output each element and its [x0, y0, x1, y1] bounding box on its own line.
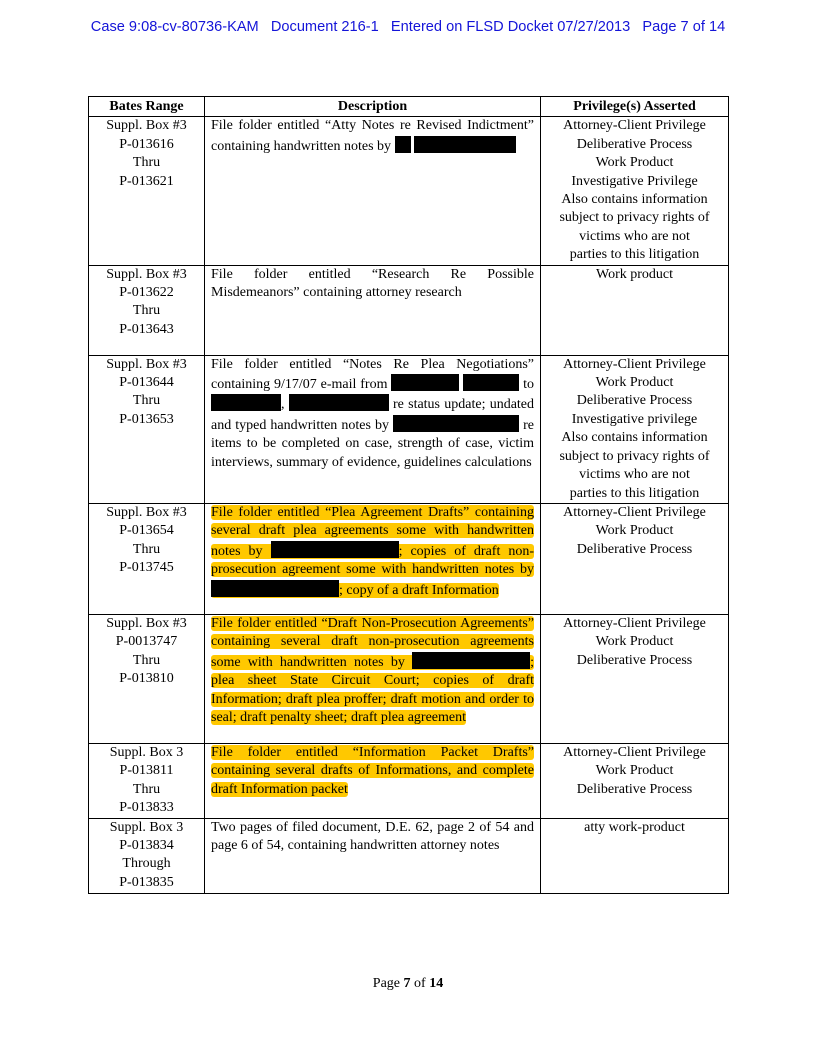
redaction-block	[211, 580, 339, 597]
privilege-line: subject to privacy rights of	[559, 448, 710, 464]
bates-line: Thru	[132, 541, 161, 557]
privilege-cell	[541, 117, 729, 265]
table-row	[89, 743, 729, 818]
bates-line: Thru	[132, 393, 161, 409]
bates-line: Thru	[132, 652, 161, 668]
bates-line: P-013616	[119, 136, 174, 152]
description-cell	[205, 355, 541, 503]
privilege-line: Work Product	[595, 155, 674, 171]
redaction-block	[211, 394, 281, 411]
description-cell	[205, 818, 541, 893]
bates-line: P-013835	[119, 874, 174, 890]
col-header-privilege: Privilege(s) Asserted	[541, 97, 729, 117]
col-header-description: Description	[205, 97, 541, 117]
bates-line: P-013833	[119, 800, 174, 816]
desc-text: re status update; undated and typed handwritten notes by	[211, 397, 535, 433]
desc-text: ; copy of a draft Information	[339, 582, 499, 598]
bates-line: P-013745	[119, 560, 174, 576]
privilege-line: victims who are not	[579, 467, 690, 483]
desc-text: ; plea sheet State Circuit Court; copies of draft Information; draft plea proffer; draft motion and order to seal; draft penalty sheet; draft plea agreement	[211, 654, 534, 725]
desc-text: ; copies of draft non-prosecution agreement some with handwritten notes by	[211, 543, 534, 578]
privilege-line: Attorney-Client Privilege	[563, 356, 706, 372]
privilege-line: Attorney-Client Privilege	[563, 744, 706, 760]
table-row	[89, 818, 729, 893]
privilege-cell	[541, 818, 729, 893]
privilege-line: Work Product	[595, 523, 674, 539]
desc-text: Two pages of filed document, D.E. 62, page 2 of 54 and page 6 of 54, containing handwritten attorney notes	[211, 819, 534, 853]
bates-cell	[89, 614, 205, 743]
highlighted-text	[211, 745, 534, 797]
table-row	[89, 265, 729, 355]
desc-text: File folder entitled “Plea Agreement Drafts” containing several draft plea agreements some with handwritten notes by	[211, 504, 534, 559]
description-cell	[205, 743, 541, 818]
desc-text: File folder entitled “Research Re Possible Misdemeanors” containing attorney research	[211, 266, 534, 301]
desc-text: File folder entitled “Notes Re Plea Negotiations” containing 9/17/07 e-mail from	[211, 356, 534, 393]
col-header-bates: Bates Range	[89, 97, 205, 117]
privilege-line: Deliberative Process	[576, 652, 693, 668]
footer-page-number: 7	[403, 976, 411, 991]
redaction-block	[391, 374, 459, 391]
redaction-block	[412, 652, 530, 669]
bates-line: P-013643	[119, 321, 174, 337]
privilege-line: parties to this litigation	[569, 247, 700, 263]
bates-line: Suppl. Box 3	[109, 819, 184, 835]
bates-cell	[89, 743, 205, 818]
bates-line: P-013654	[119, 523, 174, 539]
description-cell	[205, 117, 541, 265]
description-cell	[205, 614, 541, 743]
bates-line: P-013644	[119, 375, 174, 391]
privilege-line: atty work-product	[584, 819, 685, 835]
privilege-cell	[541, 503, 729, 614]
table-row	[89, 355, 729, 503]
privilege-cell	[541, 743, 729, 818]
description-cell	[205, 503, 541, 614]
bates-line: P-013653	[119, 411, 174, 427]
bates-line: P-013622	[119, 285, 174, 301]
table-row	[89, 117, 729, 265]
privilege-line: Deliberative Process	[576, 393, 693, 409]
privilege-line: Investigative privilege	[571, 411, 698, 427]
desc-text: File folder entitled “Information Packet Drafts” containing several drafts of Informations, and complete draft Information packet	[211, 744, 534, 797]
redaction-block	[395, 136, 411, 153]
privilege-line: Also contains information	[561, 192, 708, 208]
docket-header: Case 9:08-cv-80736-KAM Document 216-1 Entered on FLSD Docket 07/27/2013 Page 7 of 14	[90, 19, 726, 35]
privilege-line: Attorney-Client Privilege	[563, 615, 706, 631]
desc-text: File folder entitled “Atty Notes re Revised Indictment” containing handwritten notes by	[211, 118, 534, 154]
footer-mid: of	[410, 976, 430, 991]
bates-cell	[89, 355, 205, 503]
privilege-line: Work Product	[595, 763, 674, 779]
privilege-line: Work Product	[595, 375, 674, 391]
bates-cell	[89, 818, 205, 893]
redaction-block	[289, 394, 389, 411]
bates-line: P-013811	[119, 763, 174, 779]
bates-line: Thru	[132, 303, 161, 319]
bates-cell	[89, 503, 205, 614]
highlighted-text	[211, 616, 534, 725]
footer-page-total: 14	[429, 976, 444, 991]
privilege-line: Deliberative Process	[576, 781, 693, 797]
desc-text: re items to be completed on case, strength of case, victim interviews, summary of evidence, guidelines calculations	[211, 417, 534, 470]
bates-line: Suppl. Box #3	[106, 118, 187, 134]
privilege-line: Attorney-Client Privilege	[563, 504, 706, 520]
privilege-line: Work Product	[595, 634, 674, 650]
highlighted-text	[211, 505, 534, 598]
privilege-line: Deliberative Process	[576, 136, 693, 152]
table-row	[89, 614, 729, 743]
privilege-line: subject to privacy rights of	[559, 210, 710, 226]
bates-line: Suppl. Box #3	[106, 266, 187, 282]
privilege-line: victims who are not	[579, 228, 690, 244]
bates-line: P-013810	[119, 671, 174, 687]
desc-text: ,	[281, 397, 285, 413]
desc-text: to	[523, 377, 534, 393]
privilege-cell	[541, 265, 729, 355]
bates-line: P-013621	[119, 173, 174, 189]
bates-cell	[89, 117, 205, 265]
bates-line: Thru	[132, 781, 161, 797]
privilege-line: Also contains information	[561, 430, 708, 446]
privilege-cell	[541, 614, 729, 743]
privilege-line: parties to this litigation	[569, 485, 700, 501]
bates-line: Through	[122, 856, 171, 872]
privilege-cell	[541, 355, 729, 503]
privilege-line: Deliberative Process	[576, 541, 693, 557]
description-cell	[205, 265, 541, 355]
bates-line: Suppl. Box #3	[106, 615, 187, 631]
privilege-line: Investigative Privilege	[571, 173, 698, 189]
bates-cell	[89, 265, 205, 355]
table-row	[89, 503, 729, 614]
bates-line: Suppl. Box 3	[109, 744, 184, 760]
bates-line: P-0013747	[115, 634, 178, 650]
redaction-block	[271, 541, 399, 558]
privilege-line: Attorney-Client Privilege	[563, 118, 706, 134]
bates-line: Suppl. Box #3	[106, 356, 187, 372]
bates-line: P-013834	[119, 837, 174, 853]
page-footer	[0, 976, 816, 992]
bates-line: Suppl. Box #3	[106, 504, 187, 520]
footer-prefix: Page	[372, 976, 404, 991]
desc-text: File folder entitled “Draft Non-Prosecution Agreements” containing several draft non-prosecution agreements some with handwritten notes by	[211, 615, 534, 670]
redaction-block	[414, 136, 516, 153]
table-header-row	[89, 97, 729, 117]
redaction-block	[393, 415, 519, 432]
privilege-line: Work product	[595, 266, 674, 282]
bates-line: Thru	[132, 155, 161, 171]
privilege-log-table	[88, 96, 729, 894]
redaction-block	[463, 374, 519, 391]
